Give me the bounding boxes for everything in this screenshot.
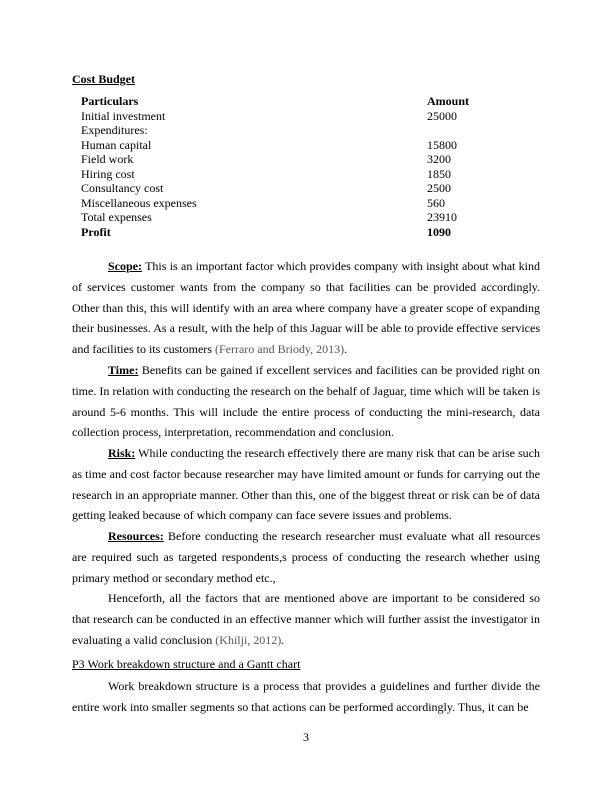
table-row [81,109,501,124]
henceforth-citation: (Khilji, 2012) [215,632,282,647]
cost-budget-table [81,94,501,239]
risk-paragraph [72,443,540,526]
scope-heading: Scope: [108,259,142,273]
profit-value: 1090 [427,224,451,239]
henceforth-text: Henceforth, all the factors that are mentioned above are important to be considered so that research can be conducted in an effective manner which will further assist the investigator in evaluating a valid conclusion [72,591,540,647]
scope-end: . [344,342,348,357]
table-header-row [81,94,501,109]
row-value: 3200 [427,152,451,166]
row-value [427,123,501,138]
table-row [81,167,501,182]
time-text: Benefits can be gained if excellent services and facilities can be provided right on time. In relation with conducting the research on the behalf of Jaguar, time which will be taken is around 5-6 months. This will include the entire process of conducting the mini-research, data collection process, interpretation, recommendation and conclusion. [72,363,540,440]
henceforth-end: . [281,632,285,647]
row-label: Initial investment [81,108,166,123]
table-row [81,152,501,167]
wbs-text: Work breakdown structure is a process that provides a guidelines and further divide the entire work into smaller segments so that actions can be performed accordingly. Thus, it can be [72,679,540,714]
wbs-paragraph [72,676,540,718]
table-row [81,138,501,153]
row-label: Hiring cost [81,166,135,181]
row-value: 560 [427,195,445,210]
risk-text: While conducting the research effectively there are many risk that can be arise such as time and cost factor because researcher may have limited amount or funds for carrying out the research in an appropriate manner. Other than this, one of the biggest threat or risk can be of data getting leaked because of which company can face severe issues and problems. [72,446,540,523]
table-row [81,196,501,211]
row-value: 23910 [427,210,457,224]
row-label: Human capital [81,137,152,152]
row-label: Field work [81,152,134,166]
resources-text: Before conducting the research researcher must evaluate what all resources are required such as targeted respondents,s process of conducting the research whether using primary method or secondary method etc., [72,529,540,585]
row-label: Expenditures: [81,123,148,137]
table-row [81,210,501,225]
table-row [81,181,501,196]
row-label: Consultancy cost [81,181,164,195]
scope-citation: (Ferraro and Briody, 2013) [214,342,345,357]
profit-label: Profit [81,224,111,239]
particulars-header: Particulars [81,94,139,108]
row-label: Total expenses [81,210,152,224]
row-value: 25000 [427,108,457,123]
amount-header: Amount [427,94,470,108]
time-paragraph [72,360,540,443]
row-value: 1850 [427,166,451,181]
resources-paragraph [72,526,540,588]
henceforth-paragraph [72,588,540,650]
cost-budget-title: Cost Budget [72,72,136,86]
row-value: 2500 [427,181,451,195]
section-heading: P3 Work breakdown structure and a Gantt chart [72,657,301,671]
page-number: 3 [303,730,309,744]
risk-heading: Risk: [108,446,136,460]
scope-paragraph [72,256,540,360]
row-label: Miscellaneous expenses [81,195,197,210]
profit-row [81,225,501,240]
time-heading: Time: [108,363,139,377]
table-row [81,123,501,138]
row-value: 15800 [427,137,457,152]
scope-text: This is an important factor which provides company with insight about what kind of services customer wants from the company so that facilities can be provided accordingly. Other than this, this will identify with an area where company have a greater scope of expanding their businesses. As a result, with the help of this Jaguar will be able to provide effective services and facilities to its customers [72,259,540,357]
resources-heading: Resources: [108,529,164,543]
